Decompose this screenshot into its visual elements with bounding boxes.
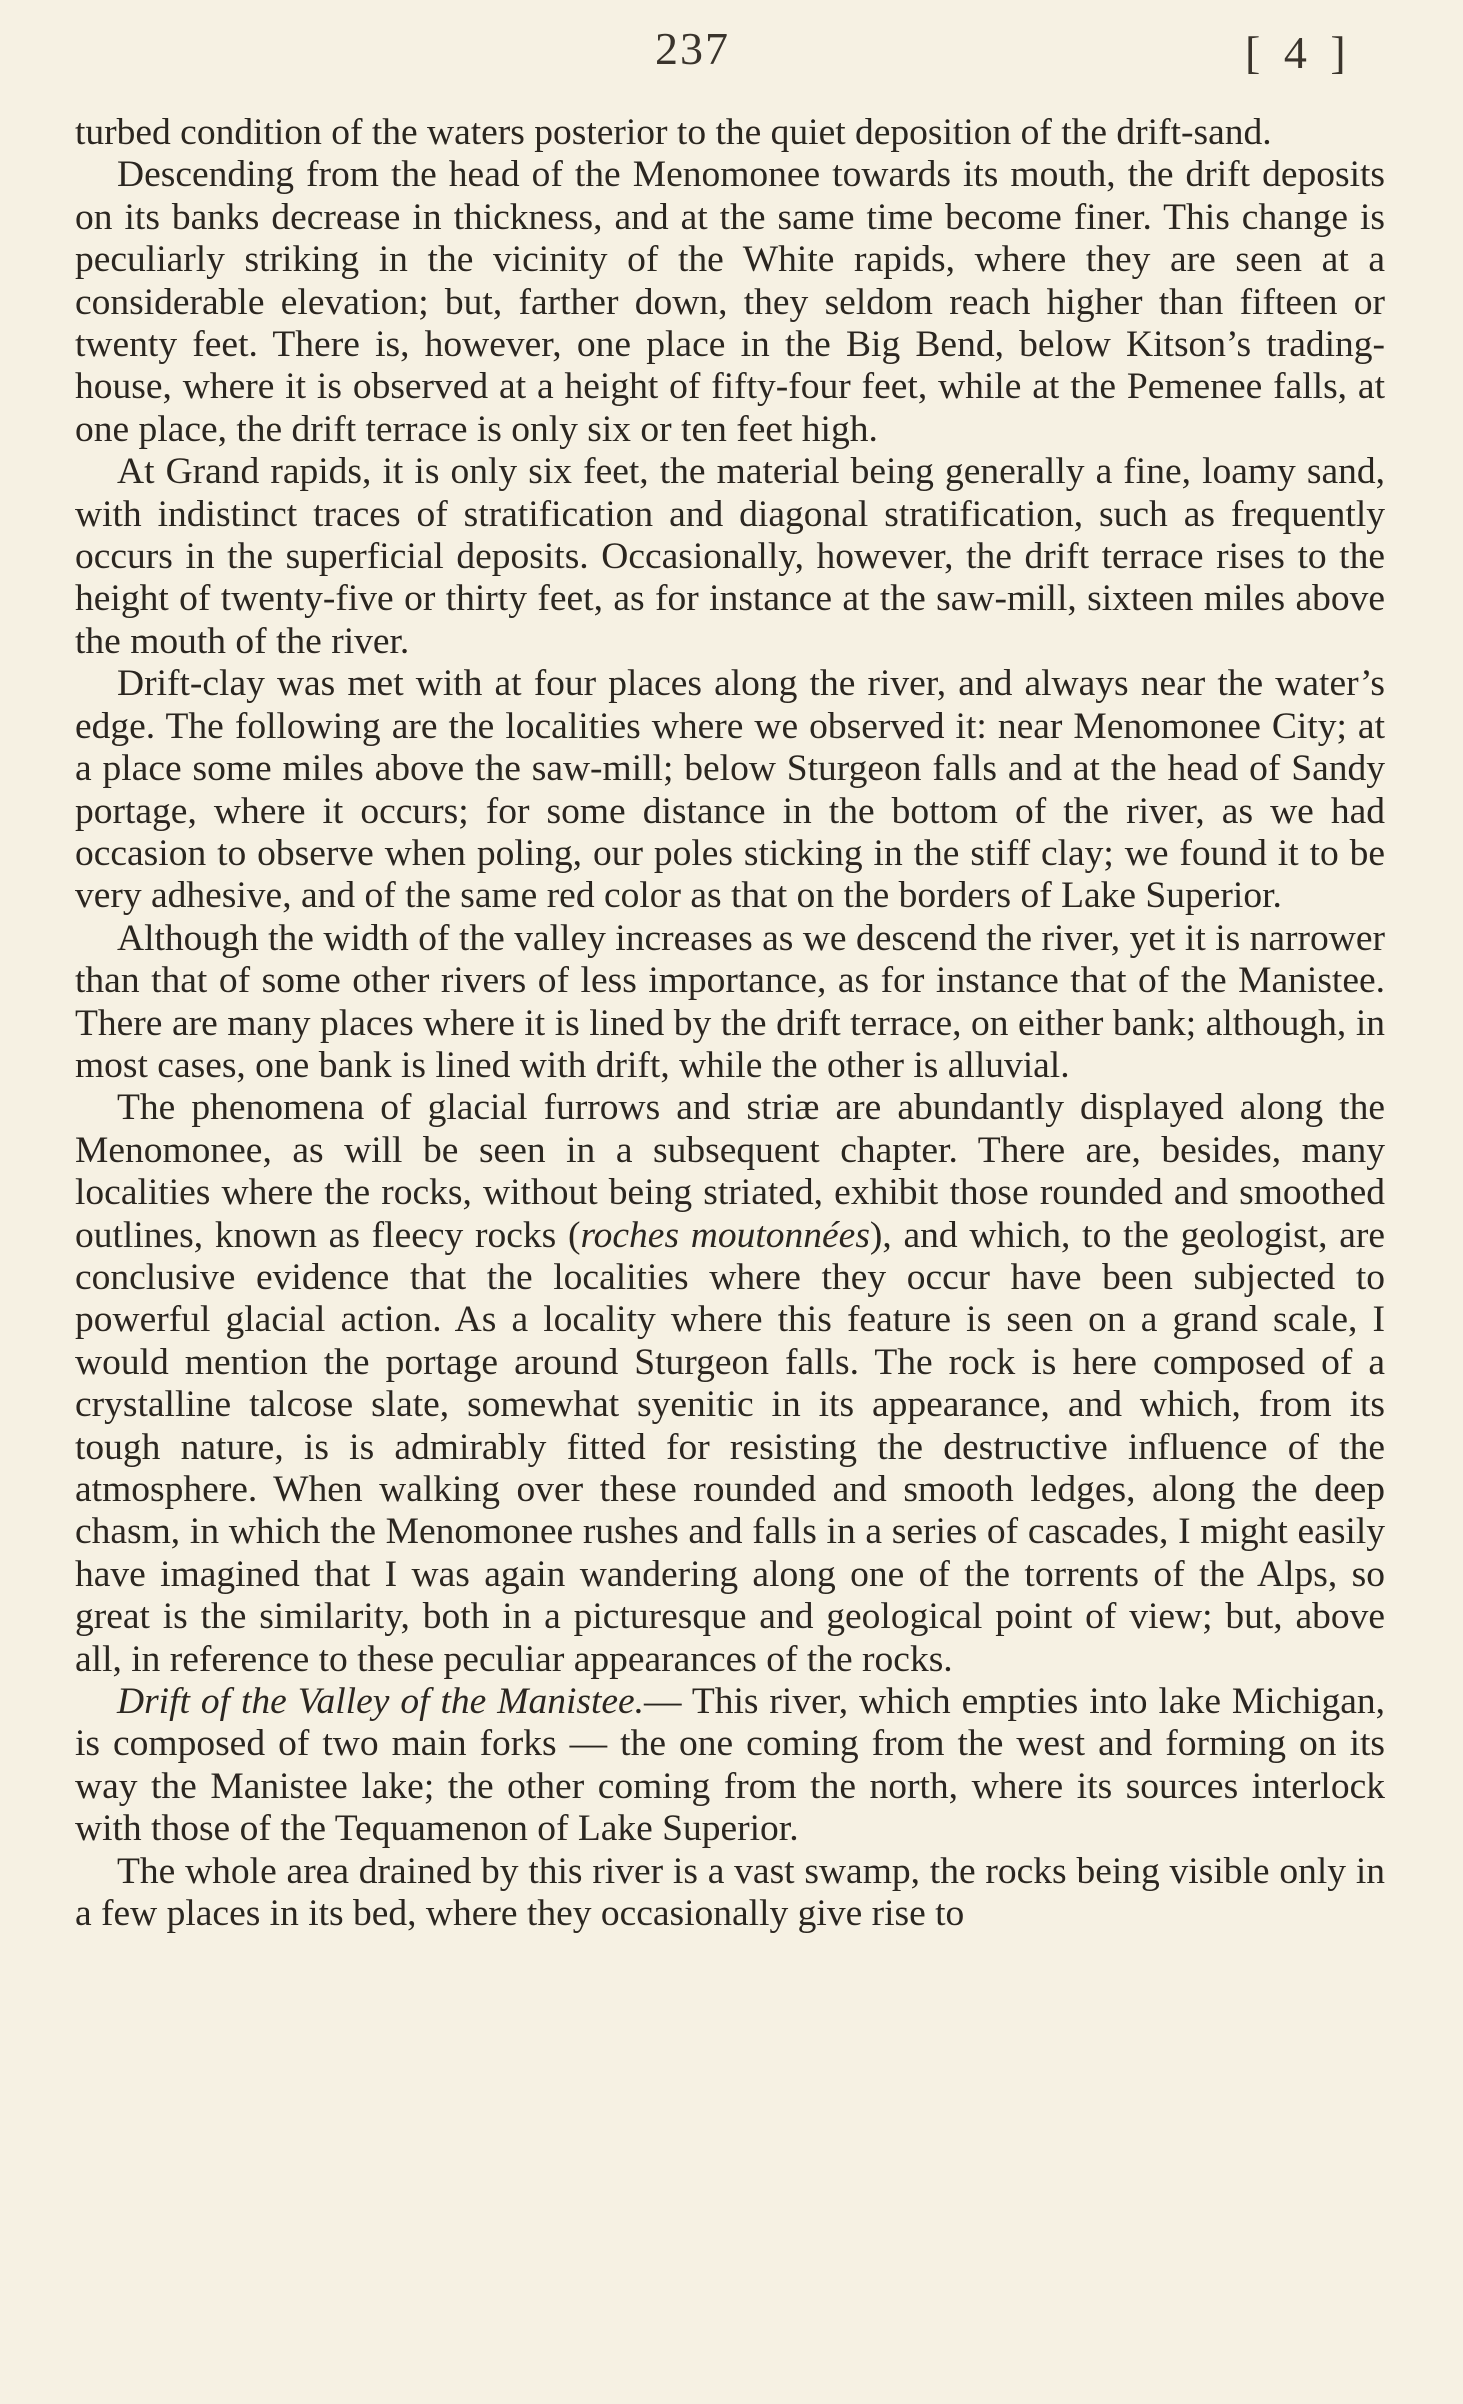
page-header	[0, 22, 1463, 92]
page-number: 237	[655, 23, 730, 74]
paragraph-manistee	[75, 1681, 1385, 1851]
report-number: [ 4 ]	[1245, 27, 1352, 78]
paragraph-grand-rapids: At Grand rapids, it is only six feet, the material being generally a fine, loamy sand, with indistinct traces of stratification and diagonal stratification, such as frequently occurs in the superficial deposits. Occasionally, however, the drift terrace rises to the height of twenty-five or thirty feet, as for instance at the saw-mill, sixteen miles above the mouth of the river.	[75, 451, 1385, 662]
paragraph-menomonee-drift: Descending from the head of the Menomonee towards its mouth, the drift deposits on its banks decrease in thickness, and at the same time become finer. This change is peculiarly striking in the vicinity of the White rapids, where they are seen at a considerable elevation; but, farther down, they seldom reach higher than fifteen or twenty feet. There is, however, one place in the Big Bend, below Kitson’s trading-house, where it is observed at a height of fifty-four feet, while at the Pemenee falls, at one place, the drift terrace is only six or ten feet high.	[75, 154, 1385, 450]
section-heading-manistee: Drift of the Valley of the Manistee.	[117, 1681, 645, 1723]
paragraph-final: The whole area drained by this river is a vast swamp, the rocks being visible only in a few places in its bed, where they occasionally give rise to	[75, 1850, 1385, 1935]
paragraph-continuation: turbed condition of the waters posterior to the quiet deposition of the drift-sand.	[75, 112, 1272, 153]
paragraph-drift-clay: Drift-clay was met with at four places along the river, and always near the water’s edge. The following are the localities where we observed it: near Menomonee City; at a place some miles above the saw-mill; below Sturgeon falls and at the head of Sandy portage, where it occurs; for some distance in the bottom of the river, as we had occasion to observe when poling, our poles sticking in the stiff clay; we found it to be very adhesive, and of the same red color as that on the borders of Lake Superior.	[75, 663, 1385, 917]
paragraph-glacial-action	[75, 1087, 1385, 1681]
glacial-text-before: The phenomena of glacial furrows and striæ are abundantly displayed along the Menomonee, as will be seen in a subsequent chapter. There are, besides, many localities where the rocks, without being striated, exhibit those rounded and smoothed outlines, known as fleecy rocks (	[75, 1087, 1385, 1256]
body-text	[75, 112, 1385, 1935]
glacial-italic-term: roches moutonnées	[580, 1214, 870, 1256]
glacial-text-after: ), and which, to the geologist, are conclusive evidence that the localities where they occur have been subjected to powerful glacial action. As a locality where this feature is seen on a grand scale, I would mention the portage around Sturgeon falls. The rock is here composed of a crystalline talcose slate, somewhat syenitic in its appearance, and which, from its tough nature, is is admirably fitted for resisting the destructive influence of the atmosphere. When walking over these rounded and smooth ledges, along the deep chasm, in which the Menomonee rushes and falls in a series of cascades, I might easily have imagined that I was again wandering along one of the torrents of the Alps, so great is the similarity, both in a picturesque and geological point of view; but, above all, in reference to these peculiar appearances of the rocks.	[75, 1214, 1386, 1680]
manistee-text: — This river, which empties into lake Michigan, is composed of two main forks — the one coming from the west and forming on its way the Manistee lake; the other coming from the north, where its sources interlock with those of the Tequamenon of Lake Superior.	[75, 1681, 1386, 1850]
paragraph-valley-width: Although the width of the valley increases as we descend the river, yet it is narrower than that of some other rivers of less importance, as for instance that of the Manistee. There are many places where it is lined by the drift terrace, on either bank; although, in most cases, one bank is lined with drift, while the other is alluvial.	[75, 917, 1385, 1086]
